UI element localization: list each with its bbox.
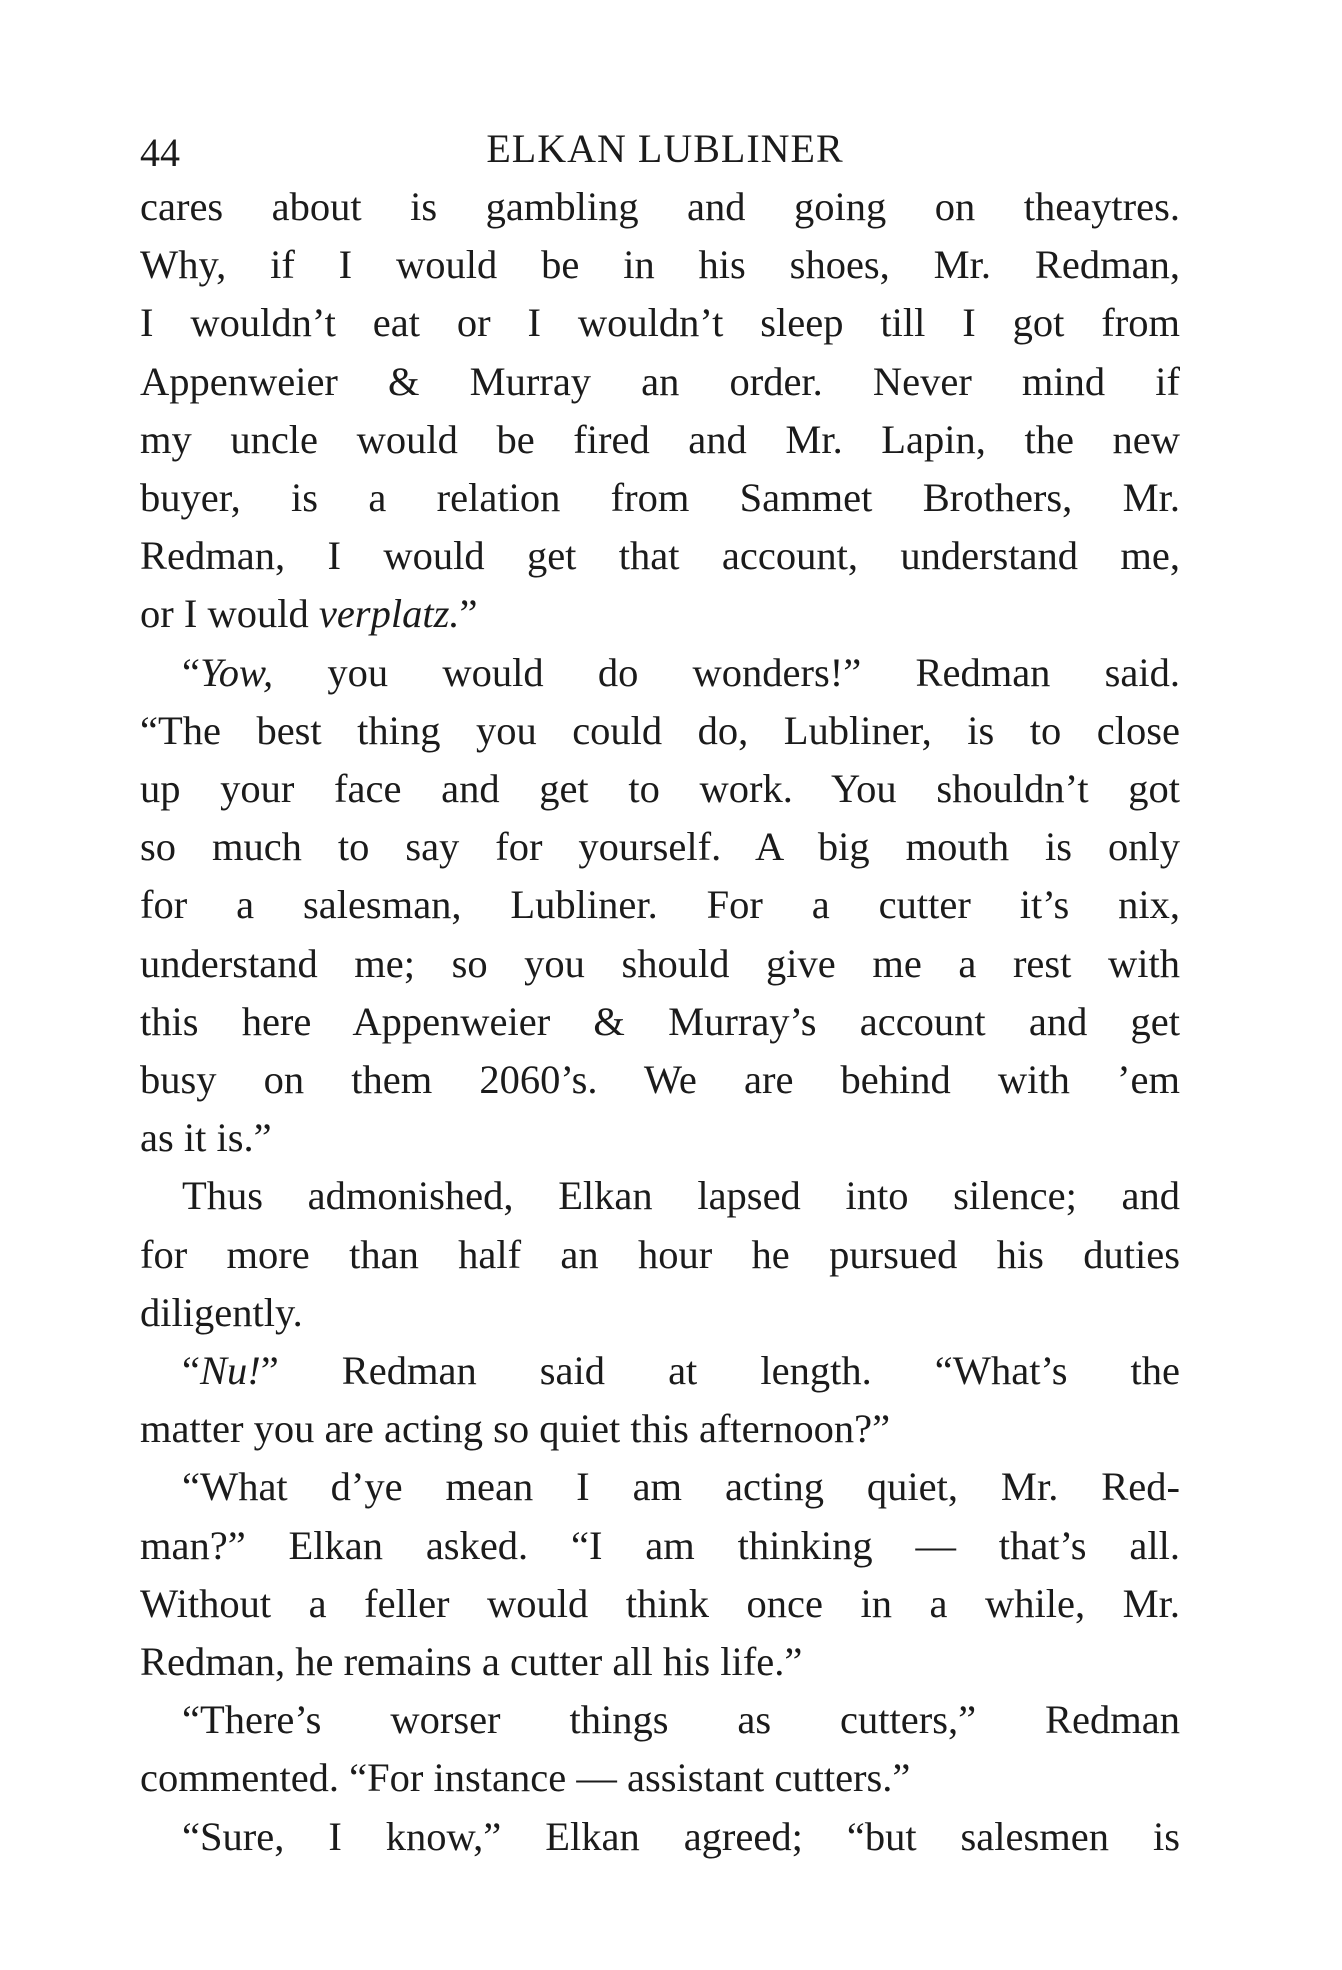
text-line: man?” Elkan asked. “I am thinking — that’s all. [140, 1522, 1180, 1568]
page-header [140, 118, 1180, 180]
text-line: Appenweier & Murray an order. Never mind if [140, 358, 1180, 404]
text-line: my uncle would be fired and Mr. Lapin, the new [140, 416, 1180, 462]
text-line: “The best thing you could do, Lubliner, is to close [140, 707, 1180, 753]
italic-word: verplatz. [318, 591, 460, 637]
text-segment: you would do wonders!” Redman said. [273, 649, 1180, 695]
text-segment: ” [459, 591, 478, 637]
text-line: matter you are acting so quiet this afternoon?” [140, 1406, 891, 1452]
text-line: “What d’ye mean I am acting quiet, Mr. Red- [182, 1464, 1180, 1510]
text-line: for more than half an hour he pursued his duties [140, 1231, 1180, 1277]
text-line: Thus admonished, Elkan lapsed into silence; and [182, 1173, 1180, 1219]
text-line [140, 1342, 1180, 1400]
text-line: diligently. [140, 1289, 303, 1335]
text-line [140, 585, 1180, 643]
text-line: commented. “For instance — assistant cutters.” [140, 1755, 911, 1801]
text-line: as it is.” [140, 1115, 272, 1161]
text-line [140, 644, 1180, 702]
text-line: cares about is gambling and going on theaytres. [140, 184, 1180, 229]
text-line: this here Appenweier & Murray’s account and get [140, 998, 1180, 1044]
text-line: “Sure, I know,” Elkan agreed; “but salesmen is [182, 1813, 1180, 1859]
text-segment: or I would [140, 591, 319, 637]
text-line: I wouldn’t eat or I wouldn’t sleep till I got from [140, 300, 1180, 346]
text-line: for a salesman, Lubliner. For a cutter it’s nix, [140, 882, 1180, 928]
text-line: Without a feller would think once in a while, Mr. [140, 1580, 1180, 1626]
italic-word: Yow, [199, 649, 274, 695]
text-segment: ” Redman said at length. “What’s the [260, 1348, 1180, 1394]
italic-word: Nu! [199, 1348, 261, 1394]
body-text [140, 178, 1180, 1866]
text-line: busy on them 2060’s. We are behind with ’em [140, 1057, 1180, 1103]
page-number: 44 [140, 130, 180, 175]
text-line: Why, if I would be in his shoes, Mr. Redman, [140, 242, 1180, 288]
text-line: “There’s worser things as cutters,” Redman [182, 1697, 1180, 1743]
text-line: Redman, I would get that account, understand me, [140, 533, 1180, 579]
text-line: buyer, is a relation from Sammet Brothers, Mr. [140, 475, 1180, 521]
running-title: ELKAN LUBLINER [486, 126, 844, 171]
text-segment: “ [182, 649, 200, 695]
text-line: understand me; so you should give me a rest with [140, 940, 1180, 986]
text-line: so much to say for yourself. A big mouth is only [140, 824, 1180, 870]
text-segment: “ [182, 1348, 200, 1394]
text-line: up your face and get to work. You shouldn’t got [140, 766, 1180, 812]
text-line: Redman, he remains a cutter all his life.” [140, 1639, 803, 1685]
book-page [140, 118, 1180, 1866]
